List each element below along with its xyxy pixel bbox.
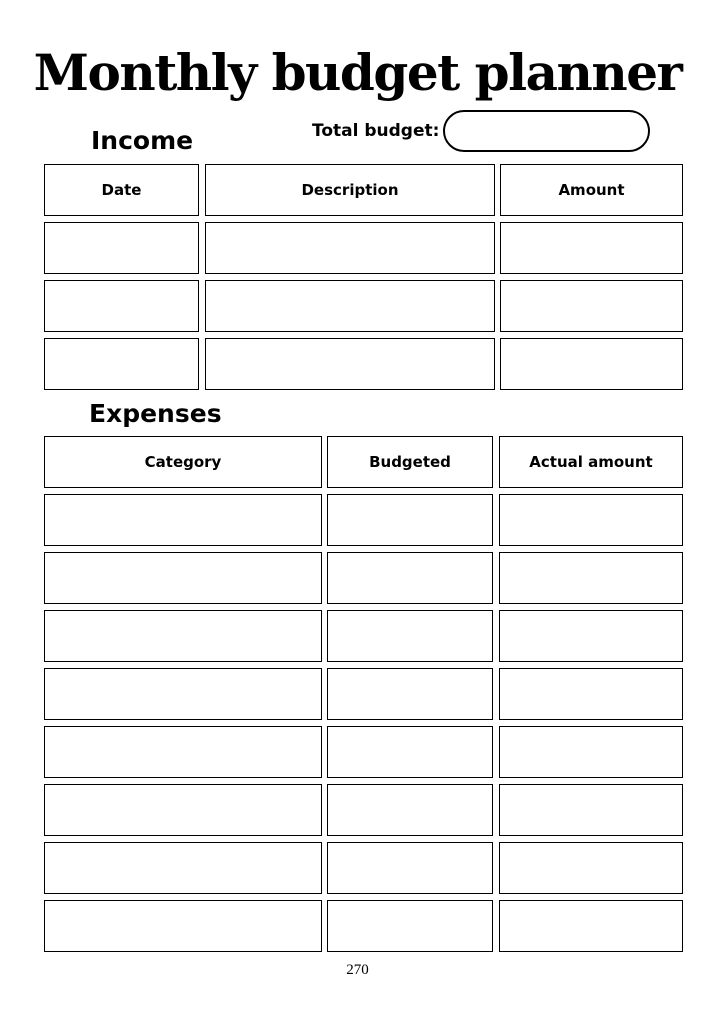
income-row-3-amount[interactable]	[500, 338, 683, 390]
income-row-1-amount[interactable]	[500, 222, 683, 274]
expenses-row-6-budgeted[interactable]	[327, 784, 493, 836]
total-budget-label: Total budget:	[312, 121, 440, 141]
expenses-row-3-actual[interactable]	[499, 610, 683, 662]
expenses-row-8-category[interactable]	[44, 900, 322, 952]
expenses-header-actual-amount: Actual amount	[499, 436, 683, 488]
expenses-row-7-actual[interactable]	[499, 842, 683, 894]
expenses-row-2-actual[interactable]	[499, 552, 683, 604]
expenses-row-5-budgeted[interactable]	[327, 726, 493, 778]
expenses-row-1-actual[interactable]	[499, 494, 683, 546]
expenses-row-6-category[interactable]	[44, 784, 322, 836]
expenses-row-4-category[interactable]	[44, 668, 322, 720]
income-row-2-amount[interactable]	[500, 280, 683, 332]
income-header-description: Description	[205, 164, 495, 216]
page-number: 270	[346, 962, 369, 978]
expenses-row-6-actual[interactable]	[499, 784, 683, 836]
expenses-row-8-budgeted[interactable]	[327, 900, 493, 952]
expenses-row-2-category[interactable]	[44, 552, 322, 604]
income-row-3-date[interactable]	[44, 338, 199, 390]
expenses-header-budgeted: Budgeted	[327, 436, 493, 488]
income-row-2-date[interactable]	[44, 280, 199, 332]
expenses-row-5-actual[interactable]	[499, 726, 683, 778]
income-heading: Income	[91, 126, 194, 155]
expenses-header-category: Category	[44, 436, 322, 488]
expenses-row-1-budgeted[interactable]	[327, 494, 493, 546]
expenses-row-8-actual[interactable]	[499, 900, 683, 952]
expenses-row-3-category[interactable]	[44, 610, 322, 662]
expenses-row-5-category[interactable]	[44, 726, 322, 778]
page-title: Monthly budget planner	[33, 43, 682, 102]
expenses-heading: Expenses	[89, 399, 222, 428]
expenses-row-2-budgeted[interactable]	[327, 552, 493, 604]
expenses-row-4-actual[interactable]	[499, 668, 683, 720]
expenses-row-1-category[interactable]	[44, 494, 322, 546]
expenses-row-4-budgeted[interactable]	[327, 668, 493, 720]
expenses-row-7-budgeted[interactable]	[327, 842, 493, 894]
expenses-row-3-budgeted[interactable]	[327, 610, 493, 662]
total-budget-field[interactable]	[443, 110, 650, 152]
income-row-1-description[interactable]	[205, 222, 495, 274]
income-row-1-date[interactable]	[44, 222, 199, 274]
income-row-3-description[interactable]	[205, 338, 495, 390]
income-header-amount: Amount	[500, 164, 683, 216]
expenses-row-7-category[interactable]	[44, 842, 322, 894]
income-row-2-description[interactable]	[205, 280, 495, 332]
income-header-date: Date	[44, 164, 199, 216]
